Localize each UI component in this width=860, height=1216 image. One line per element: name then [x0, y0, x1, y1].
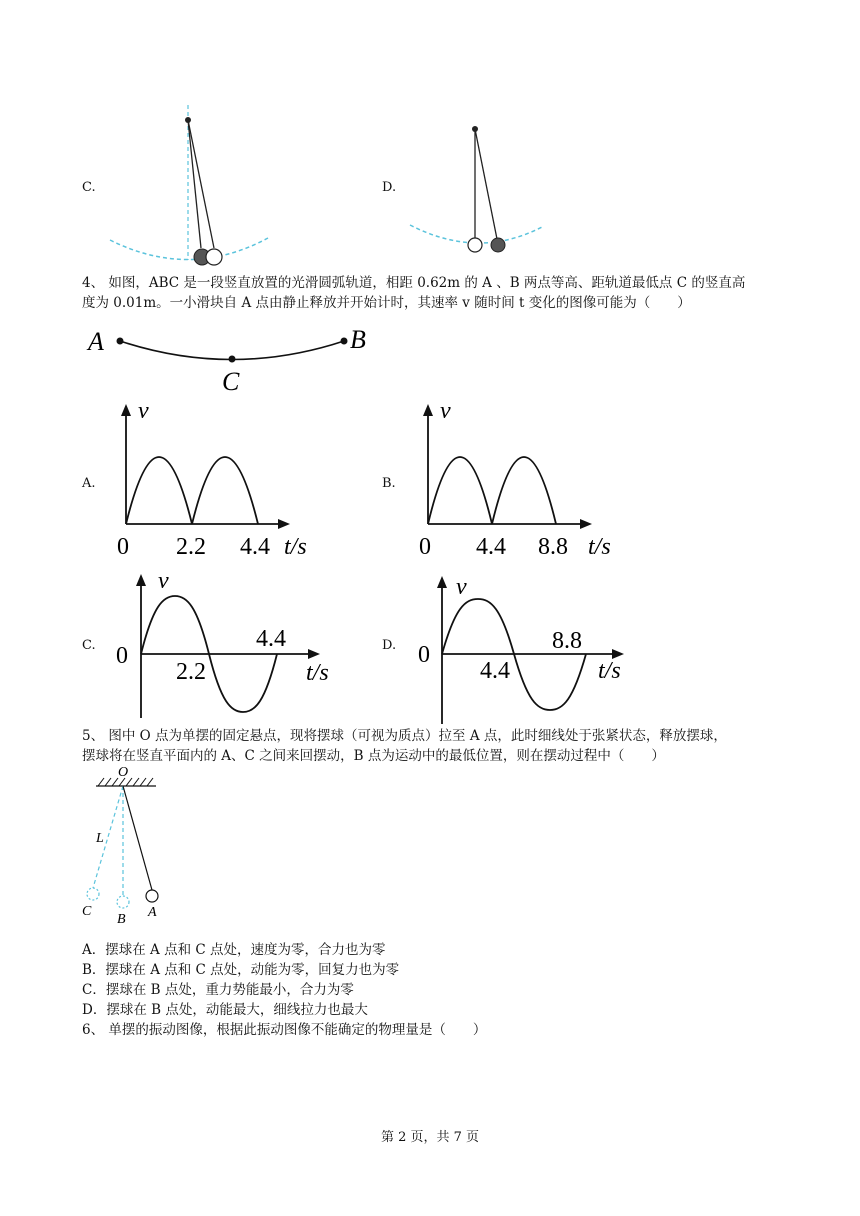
label-b: B	[350, 325, 366, 354]
ball-a	[146, 890, 158, 902]
q4-option-a-label: A.	[82, 476, 96, 491]
q3-option-c-figure	[100, 100, 280, 275]
tick-0: 0	[116, 643, 128, 669]
tick-1: 4.4	[480, 658, 510, 684]
q4-option-c-label: C.	[82, 638, 96, 653]
ball-white	[468, 238, 482, 252]
q4-stem-line2: 度为 0.01m。一小滑块自 A 点由静止释放并开始计时，其速率 v 随时间 t 变化的图像可能为（ ）	[82, 295, 691, 311]
point-b	[341, 338, 348, 345]
q3-option-c-label: C.	[82, 180, 96, 195]
q4-stem-line1: 4、 如图，ABC 是一段竖直放置的光滑圆弧轨道，相距 0.62m 的 A 、B 两点等高、距轨道最低点 C 的竖直高	[82, 275, 746, 291]
q4-arc-track-figure	[80, 318, 380, 398]
q5-option-b: B．摆球在 A 点和 C 点处，动能为零，回复力也为零	[82, 962, 400, 978]
q6-stem-line1: 6、 单摆的振动图像，根据此振动图像不能确定的物理量是（ ）	[82, 1022, 487, 1038]
tick-2: 8.8	[552, 628, 582, 654]
tick-0: 0	[117, 534, 129, 560]
tick-2: 4.4	[240, 534, 270, 560]
x-arrow	[308, 649, 320, 659]
string-2	[188, 120, 214, 248]
q3-option-d-label: D.	[382, 180, 397, 195]
q4-option-c-graph	[110, 566, 350, 726]
speed-curve	[428, 457, 556, 524]
string-1	[188, 120, 201, 248]
page-footer: 第 2 页，共 7 页	[380, 1130, 480, 1145]
q3-option-d-figure	[400, 115, 550, 265]
tick-0: 0	[418, 642, 430, 668]
y-axis-label: v	[138, 398, 149, 424]
q5-stem-line2: 摆球将在竖直平面内的 A、C 之间来回摆动，B 点为运动中的最低位置，则在摆动过程中（ ）	[82, 748, 665, 764]
y-axis-label: v	[456, 574, 467, 600]
tick-0: 0	[419, 534, 431, 560]
string-displaced	[475, 129, 497, 239]
q4-option-d-graph	[414, 572, 654, 732]
y-axis-label: v	[440, 398, 451, 424]
ball-dark	[491, 238, 505, 252]
q5-option-a: A．摆球在 A 点和 C 点处，速度为零，合力也为零	[82, 942, 386, 958]
x-axis-label: t/s	[284, 534, 307, 560]
speed-curve	[126, 457, 258, 524]
q4-option-b-label: B.	[382, 476, 396, 491]
y-arrow	[136, 574, 146, 586]
x-arrow	[278, 519, 290, 529]
swing-arc	[110, 238, 268, 260]
q4-option-b-graph	[402, 398, 632, 563]
y-arrow	[437, 576, 447, 588]
tick-1: 2.2	[176, 534, 206, 560]
point-a	[117, 338, 124, 345]
tick-2: 4.4	[256, 626, 286, 652]
y-arrow	[121, 404, 131, 416]
q4-option-a-graph	[100, 398, 330, 563]
label-b: B	[117, 912, 126, 927]
string-to-a	[123, 786, 152, 890]
tick-2: 8.8	[538, 534, 568, 560]
y-arrow	[423, 404, 433, 416]
x-axis-label: t/s	[598, 658, 621, 684]
x-axis-label: t/s	[588, 534, 611, 560]
y-axis-label: v	[158, 568, 169, 594]
point-c	[229, 356, 236, 363]
label-c: C	[82, 904, 92, 919]
label-c: C	[222, 367, 240, 396]
q5-stem-line1: 5、 图中 O 点为单摆的固定悬点，现将摆球（可视为质点）拉至 A 点，此时细线处于张紧状态，释放摆球，	[82, 728, 727, 744]
label-a: A	[148, 905, 157, 920]
x-axis-label: t/s	[306, 660, 329, 686]
label-o: O	[118, 765, 129, 780]
q5-option-c: C．摆球在 B 点处，重力势能最小，合力为零	[82, 982, 354, 998]
ball-white	[206, 249, 222, 265]
ball-b	[117, 896, 129, 908]
label-a: A	[88, 327, 104, 356]
q4-option-d-label: D.	[382, 638, 397, 653]
x-arrow	[580, 519, 592, 529]
q5-pendulum-figure	[78, 760, 188, 928]
tick-1: 4.4	[476, 534, 506, 560]
q5-option-d: D．摆球在 B 点处，动能最大，细线拉力也最大	[82, 1002, 368, 1018]
ball-c	[87, 888, 99, 900]
tick-1: 2.2	[176, 659, 206, 685]
label-l: L	[96, 831, 104, 846]
